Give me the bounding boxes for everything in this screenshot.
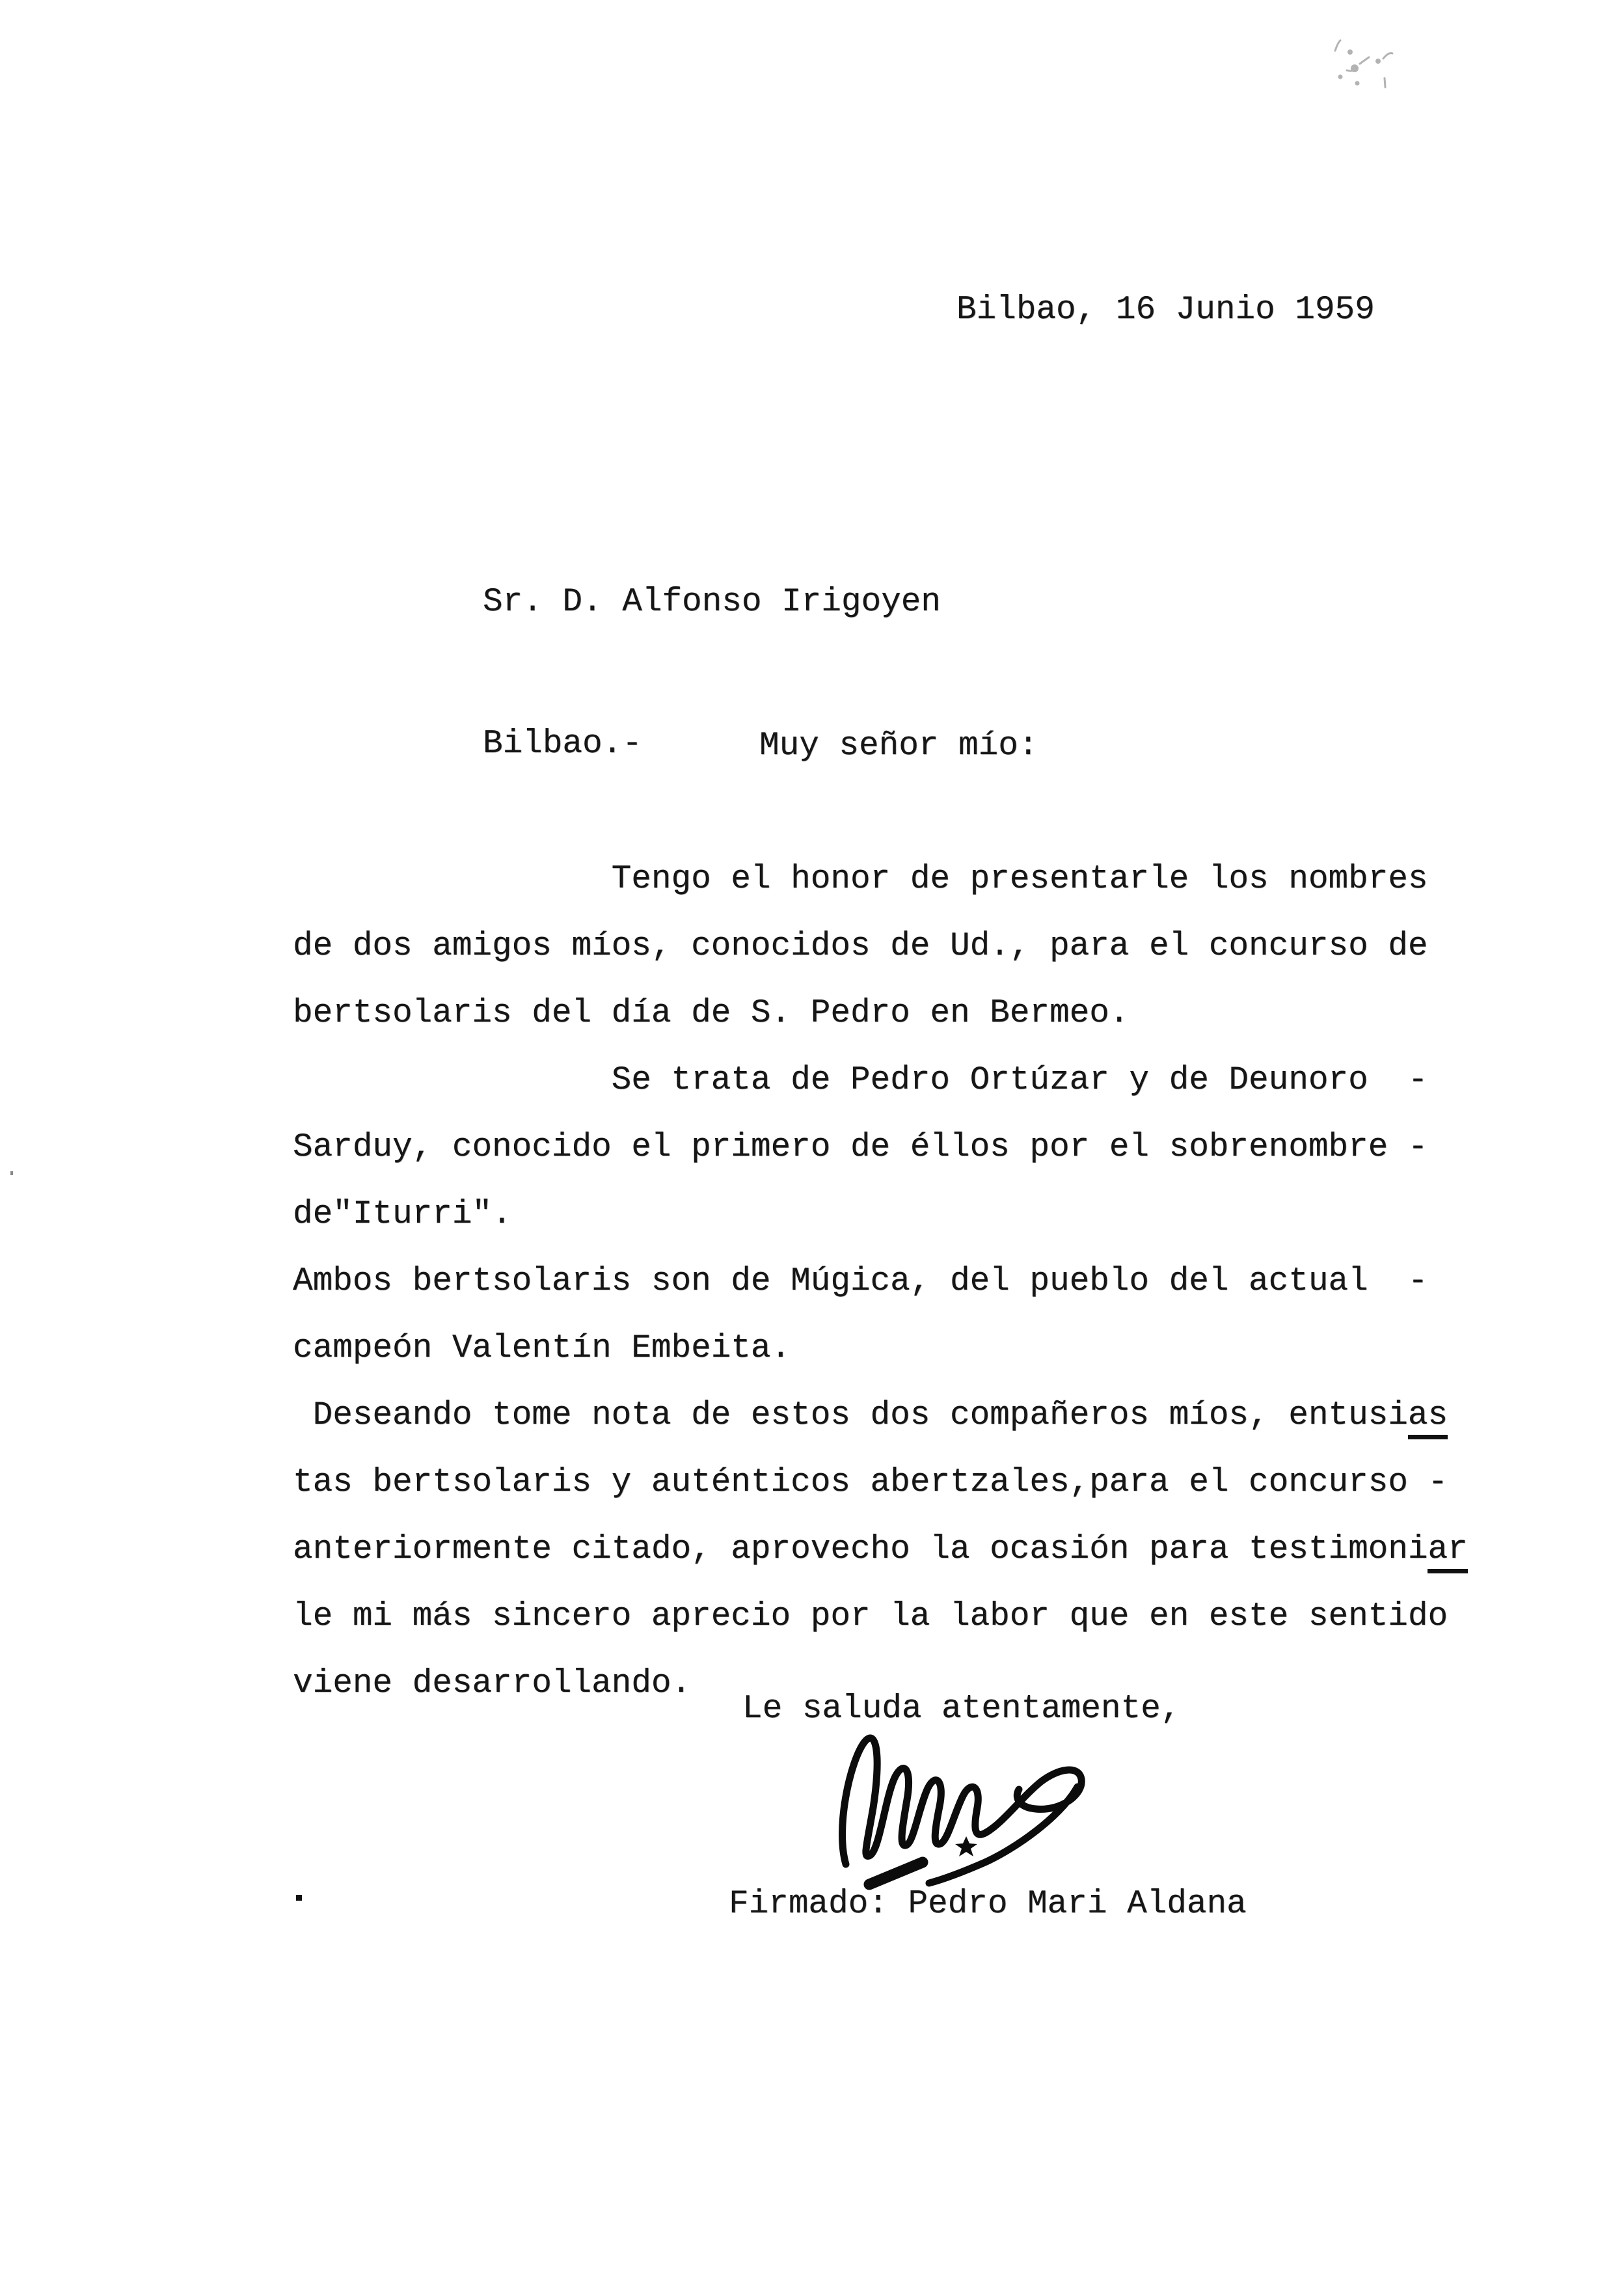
body-line [293,913,1529,980]
body-line [293,1181,1529,1248]
date-line: Bilbao, 16 Junio 1959 [956,292,1375,329]
body-line [293,1248,1529,1315]
text-segment: de dos amigos míos, conocidos de Ud., para el concurso de [293,928,1428,965]
text-segment: Se trata de Pedro Ortúzar y de Deunoro - [293,1062,1428,1099]
signature-star [955,1836,977,1856]
body-line [293,1516,1529,1583]
underlined-text: ar [1428,1531,1467,1573]
signature-caption: Firmado: Pedro Mari Aldana [729,1886,1247,1923]
text-segment: viene desarrollando. [293,1665,692,1702]
salutation: Muy señor mío: [759,727,1038,765]
letter-body [293,846,1529,1717]
body-line [293,1382,1529,1449]
underlined-text: as [1408,1397,1448,1439]
recipient-block [483,495,941,852]
recipient-name: Sr. D. Alfonso Irigoyen [483,584,941,621]
body-line [293,1583,1529,1650]
body-line [293,1315,1529,1382]
closing-line: Le saluda atentamente, [742,1691,1181,1728]
text-segment: le mi más sincero aprecio por la labor que en este sentido [293,1598,1448,1635]
scan-speck [296,1895,302,1901]
recipient-city: Bilbao.- [483,726,642,763]
text-segment: de"Iturri". [293,1196,512,1233]
body-line [293,846,1529,913]
body-line [293,1047,1529,1114]
body-line [293,980,1529,1047]
text-segment: Sarduy, conocido el primero de éllos por el sobrenombre - [293,1129,1428,1166]
body-line [293,1114,1529,1181]
text-segment: Deseando tome nota de estos dos compañeros míos, entusi [293,1397,1408,1434]
text-segment: tas bertsolaris y auténticos abertzales,para el concurso - [293,1464,1448,1501]
text-segment: campeón Valentín Embeita. [293,1330,791,1367]
pencil-mark-icon [1321,33,1418,98]
signature [826,1724,1113,1894]
text-segment: Tengo el honor de presentarle los nombres [293,861,1428,898]
text-segment: Ambos bertsolaris son de Múgica, del pueblo del actual - [293,1263,1428,1300]
text-segment: bertsolaris del día de S. Pedro en Bermeo. [293,995,1130,1032]
body-line [293,1449,1529,1516]
scan-speck [10,1171,13,1175]
text-segment: anteriormente citado, aprovecho la ocasión para testimoni [293,1531,1428,1568]
